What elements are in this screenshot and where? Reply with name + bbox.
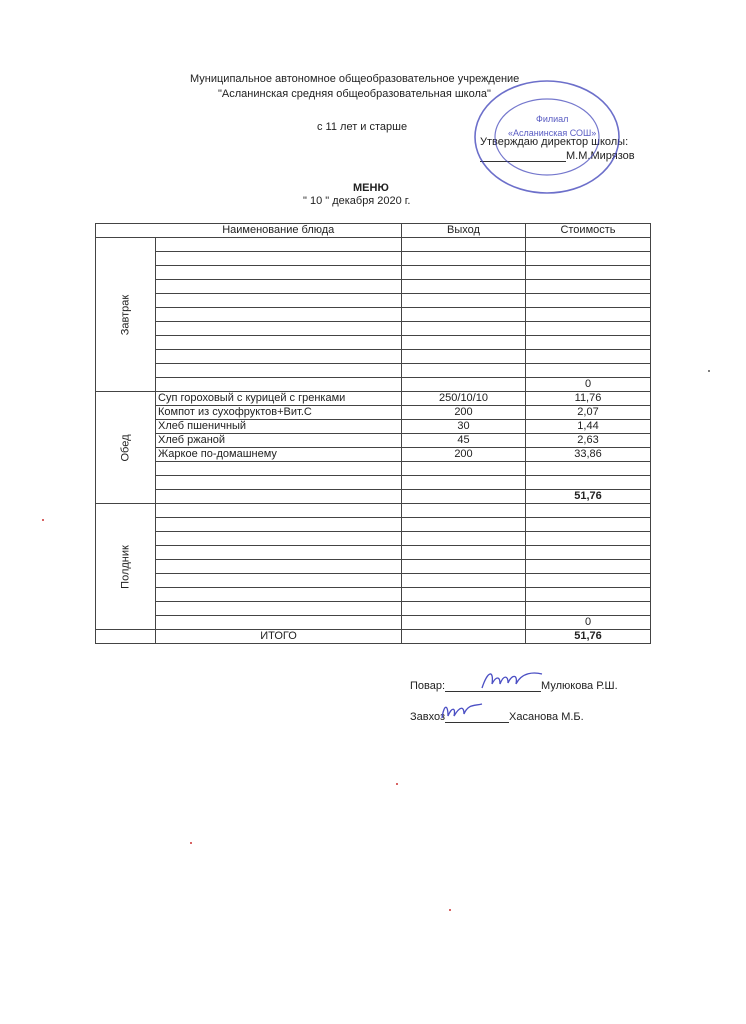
dish-name-cell [156,364,402,378]
grand-total-label: ИТОГО [156,630,402,644]
dish-name-cell [156,294,402,308]
portion-cell: 200 [402,448,526,462]
price-cell [526,476,651,490]
portion-cell [402,308,526,322]
table-row [96,406,651,420]
portion-cell [402,238,526,252]
scan-speck [190,842,192,844]
dish-name-cell [156,588,402,602]
scan-speck [449,909,451,911]
section-label-cell [96,392,156,504]
table-row [96,602,651,616]
price-cell [526,322,651,336]
dish-name-cell [156,336,402,350]
price-cell [526,574,651,588]
price-cell [526,602,651,616]
scan-speck [396,783,398,785]
org-name-line1: Муниципальное автономное общеобразовательное учреждение [190,73,520,85]
portion-cell [402,280,526,294]
section-total-empty-cell [402,490,526,504]
portion-cell [402,252,526,266]
section-label: Обед [119,433,131,462]
price-cell [526,294,651,308]
section-total-row [96,378,651,392]
section-total-empty-cell [402,378,526,392]
portion-cell [402,574,526,588]
portion-cell [402,560,526,574]
portion-cell [402,476,526,490]
section-total-empty-cell [156,490,402,504]
section-total-row [96,490,651,504]
dish-name-cell [156,462,402,476]
manager-label: Завхоз [410,711,446,723]
price-cell: 1,44 [526,420,651,434]
price-cell: 11,76 [526,392,651,406]
menu-date: " 10 " декабря 2020 г. [303,195,411,207]
section-total-cell: 0 [526,378,651,392]
dish-name-cell [156,602,402,616]
portion-cell [402,546,526,560]
grand-total-row [96,630,651,644]
price-cell [526,588,651,602]
table-row [96,476,651,490]
price-cell [526,532,651,546]
price-cell [526,560,651,574]
table-row [96,574,651,588]
school-stamp-icon [472,78,622,196]
section-total-cell: 51,76 [526,490,651,504]
portion-cell [402,462,526,476]
cook-signature-icon [478,668,548,694]
table-row [96,280,651,294]
section-label: Завтрак [119,294,131,335]
table-row [96,238,651,252]
dish-name-cell [156,504,402,518]
section-total-cell: 0 [526,616,651,630]
scan-speck [42,519,44,521]
dish-name-cell [156,546,402,560]
manager-name: Хасанова М.Б. [509,711,584,723]
manager-signature-line [410,710,584,723]
section-label: Полдник [119,544,131,589]
price-cell [526,238,651,252]
price-cell [526,280,651,294]
org-name-line2: "Асланинская средняя общеобразовательная школа" [218,88,491,100]
dish-name-cell [156,266,402,280]
scan-speck [708,370,710,372]
portion-cell [402,336,526,350]
section-label-cell [96,504,156,630]
age-group: с 11 лет и старше [317,121,408,133]
table-row [96,546,651,560]
price-cell [526,336,651,350]
portion-cell [402,518,526,532]
table-row [96,448,651,462]
portion-cell: 250/10/10 [402,392,526,406]
section-label-cell [96,238,156,392]
dish-name-cell: Жаркое по-домашнему [156,448,402,462]
table-row [96,588,651,602]
table-row [96,294,651,308]
svg-text:«Асланинская СОШ»: «Асланинская СОШ» [508,128,597,138]
portion-cell [402,504,526,518]
column-header-dish: Наименование блюда [156,224,402,238]
table-row [96,420,651,434]
table-row [96,504,651,518]
price-cell: 2,07 [526,406,651,420]
dish-name-cell [156,518,402,532]
header-corner-cell [96,224,156,238]
price-cell [526,364,651,378]
portion-cell [402,266,526,280]
svg-text:Филиал: Филиал [536,114,569,124]
price-cell [526,350,651,364]
section-total-empty-cell [156,616,402,630]
menu-title: МЕНЮ [353,182,389,194]
dish-name-cell [156,350,402,364]
table-row [96,322,651,336]
table-row [96,392,651,406]
menu-table [95,223,651,644]
column-header-price: Стоимость [526,224,651,238]
table-row [96,518,651,532]
dish-name-cell: Суп гороховый с курицей с гренками [156,392,402,406]
price-cell: 2,63 [526,434,651,448]
table-row [96,364,651,378]
price-cell: 33,86 [526,448,651,462]
dish-name-cell [156,476,402,490]
price-cell [526,266,651,280]
dish-name-cell [156,560,402,574]
cook-name: Мулюкова Р.Ш. [541,680,618,692]
table-row [96,350,651,364]
price-cell [526,546,651,560]
table-row [96,308,651,322]
section-total-empty-cell [402,616,526,630]
cook-label: Повар: [410,680,446,692]
portion-cell [402,602,526,616]
grand-total-empty-cell [96,630,156,644]
dish-name-cell: Хлеб ржаной [156,434,402,448]
dish-name-cell [156,252,402,266]
table-row [96,560,651,574]
portion-cell [402,588,526,602]
table-row [96,434,651,448]
director-name: М.М.Мирязов [566,150,635,162]
section-total-row [96,616,651,630]
section-total-empty-cell [156,378,402,392]
dish-name-cell [156,238,402,252]
table-header-row [96,224,651,238]
dish-name-cell [156,574,402,588]
dish-name-cell: Хлеб пшеничный [156,420,402,434]
dish-name-cell [156,280,402,294]
approve-label: Утверждаю директор школы: [480,136,629,148]
table-row [96,336,651,350]
portion-cell: 200 [402,406,526,420]
portion-cell [402,350,526,364]
price-cell [526,252,651,266]
price-cell [526,462,651,476]
portion-cell [402,532,526,546]
portion-cell [402,294,526,308]
table-row [96,462,651,476]
price-cell [526,308,651,322]
dish-name-cell [156,322,402,336]
price-cell [526,518,651,532]
portion-cell: 45 [402,434,526,448]
portion-cell: 30 [402,420,526,434]
portion-cell [402,364,526,378]
table-row [96,252,651,266]
dish-name-cell [156,532,402,546]
dish-name-cell: Компот из сухофруктов+Вит.С [156,406,402,420]
dish-name-cell [156,308,402,322]
grand-total-empty-cell [402,630,526,644]
portion-cell [402,322,526,336]
column-header-portion: Выход [402,224,526,238]
manager-signature-icon [438,700,486,724]
grand-total-value: 51,76 [526,630,651,644]
price-cell [526,504,651,518]
table-row [96,266,651,280]
table-row [96,532,651,546]
